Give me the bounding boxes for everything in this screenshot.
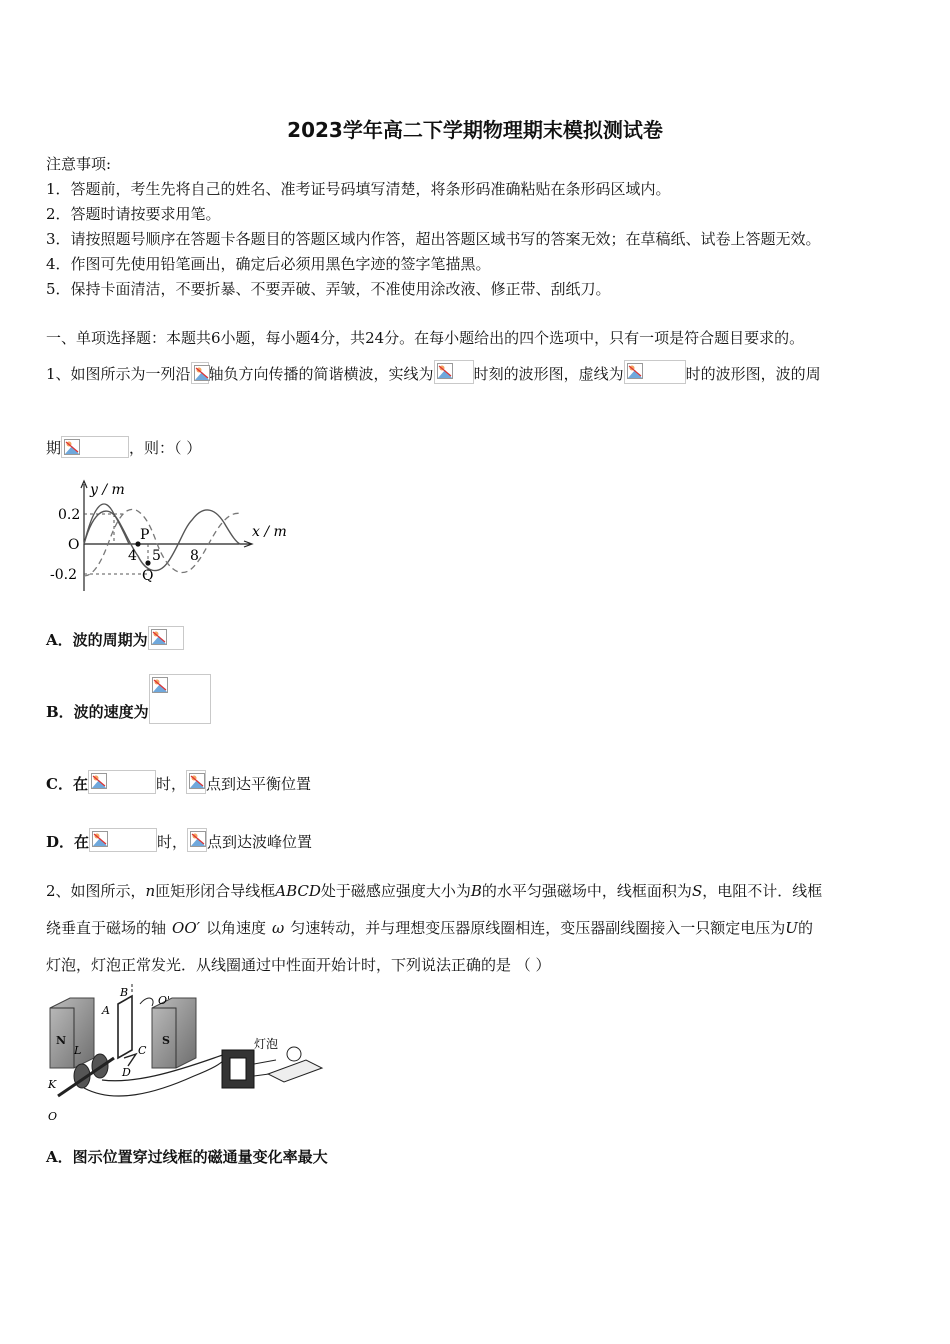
label-a: A bbox=[102, 1004, 110, 1017]
notice-item: 4．作图可先使用铅笔画出，确定后必须用黑色字迹的签字笔描黑。 bbox=[46, 255, 491, 273]
x-tick-label: 5 bbox=[152, 548, 161, 564]
question-2-line-2 bbox=[46, 917, 813, 938]
question-1-stem bbox=[46, 348, 821, 384]
option-text: 时， bbox=[157, 833, 188, 851]
label-n: N bbox=[56, 1034, 67, 1047]
q1-option-d bbox=[46, 818, 312, 852]
point-q-label: Q bbox=[142, 568, 154, 584]
option-text: B．波的速度为 bbox=[46, 703, 149, 721]
label-k: K bbox=[48, 1078, 57, 1091]
missing-image-icon bbox=[88, 770, 156, 794]
y-tick-label: 0.2 bbox=[58, 507, 81, 523]
option-text: 点到达平衡位置 bbox=[205, 775, 311, 793]
notice-item: 5．保持卡面清洁，不要折暴、不要弄破、弄皱，不准使用涂改液、修正带、刮纸刀。 bbox=[46, 280, 611, 298]
q2-text: 以角速度 bbox=[206, 919, 267, 937]
coil-lead bbox=[124, 1054, 136, 1066]
lamp-bulb bbox=[287, 1047, 301, 1061]
q2-text: 处于磁感应强度大小为 bbox=[320, 882, 471, 900]
q1-text: 期 bbox=[46, 439, 62, 457]
lamp-label: 灯泡 bbox=[254, 1037, 279, 1051]
q2-text: 匀速转动，并与理想变压器原线圈相连，变压器副线圈接入一只额定电压为 bbox=[290, 919, 786, 937]
q1-text: 时的波形图，波的周 bbox=[685, 365, 821, 383]
q2-text: 绕垂直于磁场的轴 bbox=[46, 919, 167, 937]
notice-heading: 注意事项: bbox=[46, 155, 112, 173]
lamp-base bbox=[268, 1060, 322, 1082]
label-b: B bbox=[120, 986, 129, 999]
missing-image-icon bbox=[187, 828, 207, 852]
missing-image-icon bbox=[89, 828, 157, 852]
question-2-line-1 bbox=[46, 880, 822, 901]
missing-image-icon bbox=[61, 436, 129, 458]
q1-option-a bbox=[46, 614, 184, 650]
section-heading: 一、单项选择题：本题共6小题，每小题4分，共24分。在每小题给出的四个选项中，只有一项是符合题目要求的。 bbox=[46, 329, 805, 347]
option-text: C．在 bbox=[46, 775, 88, 793]
q2-text: 2、如图所示， bbox=[46, 882, 146, 900]
q1-option-b bbox=[46, 674, 211, 724]
q2-var: OO′ bbox=[172, 919, 201, 937]
point-p-label: P bbox=[140, 527, 150, 543]
question-1-stem-cont bbox=[46, 422, 201, 458]
y-tick-label: -0.2 bbox=[50, 567, 77, 583]
x-axis-label: x / m bbox=[252, 524, 287, 540]
wave-graph bbox=[46, 476, 296, 596]
missing-image-icon bbox=[149, 674, 211, 724]
notice-item: 3．请按照题号顺序在答题卡各题目的答题区域内作答，超出答题区域书写的答案无效；在草稿纸、试卷上答题无效。 bbox=[46, 230, 821, 248]
notice-item: 2．答题时请按要求用笔。 bbox=[46, 205, 221, 223]
missing-image-icon bbox=[191, 362, 209, 384]
q2-var: ABCD bbox=[275, 882, 321, 900]
option-text: 时， bbox=[155, 775, 186, 793]
option-text: 点到达波峰位置 bbox=[207, 833, 313, 851]
q1-text: 轴负方向传播的简谐横波，实线为 bbox=[208, 365, 434, 383]
label-o-prime: O' bbox=[158, 994, 171, 1007]
label-o: O bbox=[48, 1110, 58, 1123]
q1-text: 时刻的波形图，虚线为 bbox=[473, 365, 624, 383]
option-text: D．在 bbox=[46, 833, 90, 851]
q2-var: U bbox=[785, 919, 798, 937]
x-tick-label: 8 bbox=[190, 548, 199, 564]
question-2-line-3: 灯泡，灯泡正常发光．从线圈通过中性面开始计时，下列说法正确的是 （ ） bbox=[46, 956, 551, 974]
coil-frame bbox=[118, 996, 132, 1058]
label-l: L bbox=[74, 1044, 82, 1057]
y-axis-label: y / m bbox=[90, 482, 125, 498]
solid-wave-curve bbox=[84, 510, 240, 571]
notice-item: 1．答题前，考生先将自己的姓名、准考证号码填写清楚，将条形码准确粘贴在条形码区域内。 bbox=[46, 180, 671, 198]
rotation-arrow bbox=[140, 998, 153, 1006]
x-tick-label: 4 bbox=[128, 548, 137, 564]
missing-image-icon bbox=[148, 626, 184, 650]
q1-text: ，则：（ ） bbox=[129, 439, 202, 457]
page-title: 2023学年高二下学期物理期末模拟测试卷 bbox=[287, 118, 663, 142]
q2-option-a: A．图示位置穿过线框的磁通量变化率最大 bbox=[46, 1148, 328, 1166]
q2-var: B bbox=[470, 882, 482, 900]
origin-label: O bbox=[68, 537, 80, 553]
q2-text: 匝矩形闭合导线框 bbox=[155, 882, 276, 900]
generator-figure bbox=[44, 984, 324, 1124]
q2-text: ，电阻不计．线框 bbox=[702, 882, 823, 900]
q2-var: n bbox=[145, 882, 156, 900]
label-c: C bbox=[138, 1044, 147, 1057]
point-q bbox=[145, 560, 150, 565]
missing-image-icon bbox=[186, 770, 206, 794]
dashed-wave-curve bbox=[84, 509, 242, 576]
missing-image-icon bbox=[434, 360, 474, 384]
q1-option-c bbox=[46, 760, 311, 794]
missing-image-icon bbox=[624, 360, 686, 384]
label-d: D bbox=[122, 1066, 131, 1079]
label-s: S bbox=[162, 1034, 170, 1047]
q1-text: 1、如图所示为一列沿 bbox=[46, 365, 191, 383]
transformer-window bbox=[230, 1058, 246, 1080]
q2-text: 的水平匀强磁场中，线框面积为 bbox=[481, 882, 692, 900]
q2-text: 的 bbox=[797, 919, 813, 937]
q2-var: ω bbox=[272, 919, 285, 937]
q2-var: S bbox=[691, 882, 703, 900]
option-text: A．波的周期为 bbox=[46, 631, 148, 649]
